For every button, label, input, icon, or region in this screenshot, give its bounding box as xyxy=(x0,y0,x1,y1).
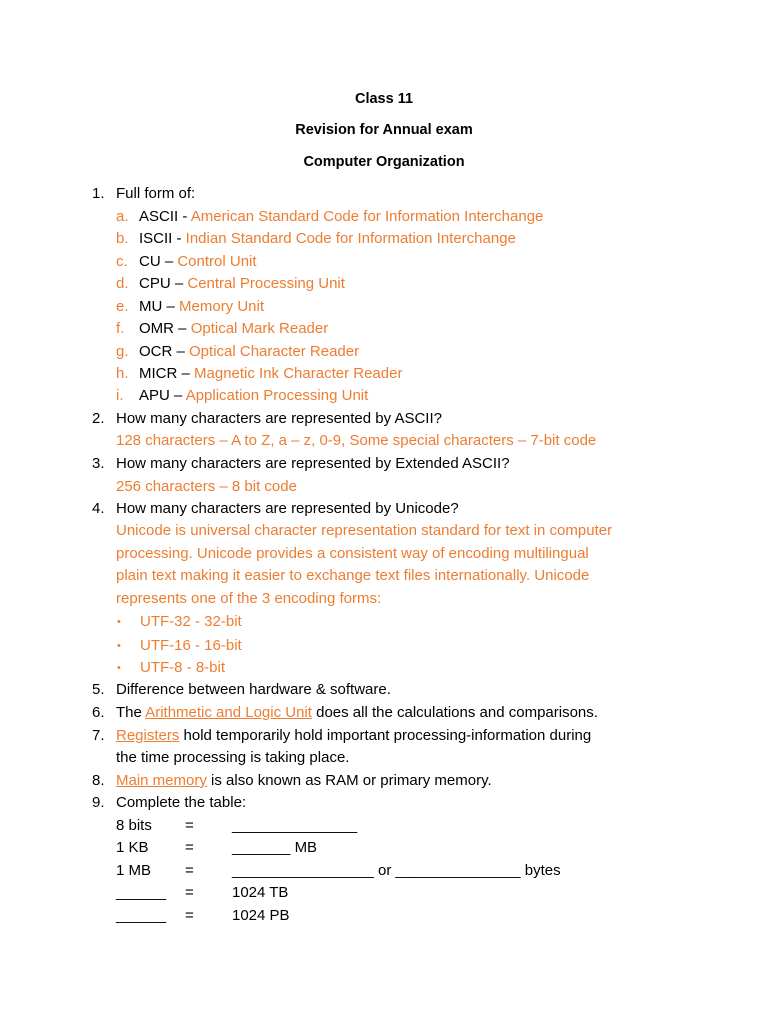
bullet-text: UTF-8 - 8-bit xyxy=(140,659,226,676)
conversion-left: 1 KB xyxy=(116,839,149,856)
item-answer: Application Processing Unit xyxy=(185,387,369,404)
question-text: How many characters are represented by Unicode? xyxy=(116,500,459,517)
conversion-left: 8 bits xyxy=(116,817,152,834)
item-answer: Control Unit xyxy=(177,253,257,270)
equals-sign: = xyxy=(185,907,194,924)
question-text: How many characters are represented by ASCII? xyxy=(116,410,442,427)
bullet-icon: • xyxy=(117,662,121,674)
conversion-left: 1 MB xyxy=(116,862,152,879)
question-text: is also known as RAM or primary memory. xyxy=(206,772,492,789)
question-number: 8. xyxy=(92,772,105,789)
question-text: Difference between hardware & software. xyxy=(116,681,391,698)
item-term: CU – xyxy=(139,253,178,270)
highlighted-term: Registers xyxy=(116,727,180,744)
item-letter: h. xyxy=(116,365,129,382)
item-letter: c. xyxy=(116,253,128,270)
item-letter: d. xyxy=(116,275,129,292)
equals-sign: = xyxy=(185,839,194,856)
answer-text: plain text making it easier to exchange text files internationally. Unicode xyxy=(116,567,590,584)
subject-title: Computer Organization xyxy=(303,154,465,170)
item-term: ASCII - xyxy=(139,208,191,225)
conversion-right: 1024 TB xyxy=(232,884,289,901)
question-text: Full form of: xyxy=(116,185,196,202)
equals-sign: = xyxy=(185,884,194,901)
bullet-text: UTF-32 - 32-bit xyxy=(140,613,242,630)
question-number: 4. xyxy=(92,500,105,517)
question-number: 3. xyxy=(92,455,105,472)
item-letter: b. xyxy=(116,230,129,247)
bullet-text: UTF-16 - 16-bit xyxy=(140,637,242,654)
question-number: 9. xyxy=(92,794,105,811)
item-letter: a. xyxy=(116,208,129,225)
item-answer: Optical Character Reader xyxy=(189,343,360,360)
item-term: MU – xyxy=(139,298,180,315)
item-term: ISCII - xyxy=(139,230,186,247)
item-letter: f. xyxy=(116,320,125,337)
question-number: 1. xyxy=(92,185,105,202)
highlighted-term: Arithmetic and Logic Unit xyxy=(145,704,312,721)
item-term: OMR – xyxy=(139,320,191,337)
question-text: the time processing is taking place. xyxy=(116,749,350,766)
question-text: Complete the table: xyxy=(116,794,247,811)
answer-text: Unicode is universal character representation standard for text in computer xyxy=(116,522,613,539)
answer-text: 128 characters – A to Z, a – z, 0-9, Some special characters – 7-bit code xyxy=(116,432,597,449)
question-number: 5. xyxy=(92,681,105,698)
equals-sign: = xyxy=(185,862,194,879)
question-number: 6. xyxy=(92,704,105,721)
question-text: hold temporarily hold important processing-information during xyxy=(179,727,592,744)
item-answer: Central Processing Unit xyxy=(187,275,345,292)
equals-sign: = xyxy=(185,817,194,834)
bullet-icon: • xyxy=(117,640,121,652)
item-term: OCR – xyxy=(139,343,190,360)
item-letter: e. xyxy=(116,298,129,315)
item-answer: Optical Mark Reader xyxy=(190,320,329,337)
conversion-left: ______ xyxy=(116,884,167,901)
conversion-right: _______ MB xyxy=(232,839,318,856)
item-answer: American Standard Code for Information Interchange xyxy=(190,208,544,225)
question-number: 7. xyxy=(92,727,105,744)
answer-text: 256 characters – 8 bit code xyxy=(116,478,297,495)
item-answer: Indian Standard Code for Information Interchange xyxy=(185,230,516,247)
answer-text: processing. Unicode provides a consistent way of encoding multilingual xyxy=(116,545,589,562)
item-answer: Magnetic Ink Character Reader xyxy=(194,365,403,382)
class-title: Class 11 xyxy=(354,91,414,107)
item-letter: i. xyxy=(116,387,124,404)
exam-title: Revision for Annual exam xyxy=(295,122,473,138)
conversion-left: ______ xyxy=(116,907,167,924)
conversion-right: _________________ or _______________ bytes xyxy=(232,862,561,879)
question-text: The xyxy=(116,704,146,721)
item-answer: Memory Unit xyxy=(179,298,265,315)
question-number: 2. xyxy=(92,410,105,427)
conversion-right: 1024 PB xyxy=(232,907,290,924)
bullet-icon: • xyxy=(117,616,121,628)
question-text: How many characters are represented by Extended ASCII? xyxy=(116,455,510,472)
item-term: CPU – xyxy=(139,275,188,292)
question-text: does all the calculations and comparisons. xyxy=(311,704,598,721)
answer-text: represents one of the 3 encoding forms: xyxy=(116,590,382,607)
item-letter: g. xyxy=(116,343,129,360)
highlighted-term: Main memory xyxy=(116,772,207,789)
item-term: MICR – xyxy=(139,365,195,382)
conversion-right: _______________ xyxy=(232,817,358,834)
item-term: APU – xyxy=(139,387,186,404)
